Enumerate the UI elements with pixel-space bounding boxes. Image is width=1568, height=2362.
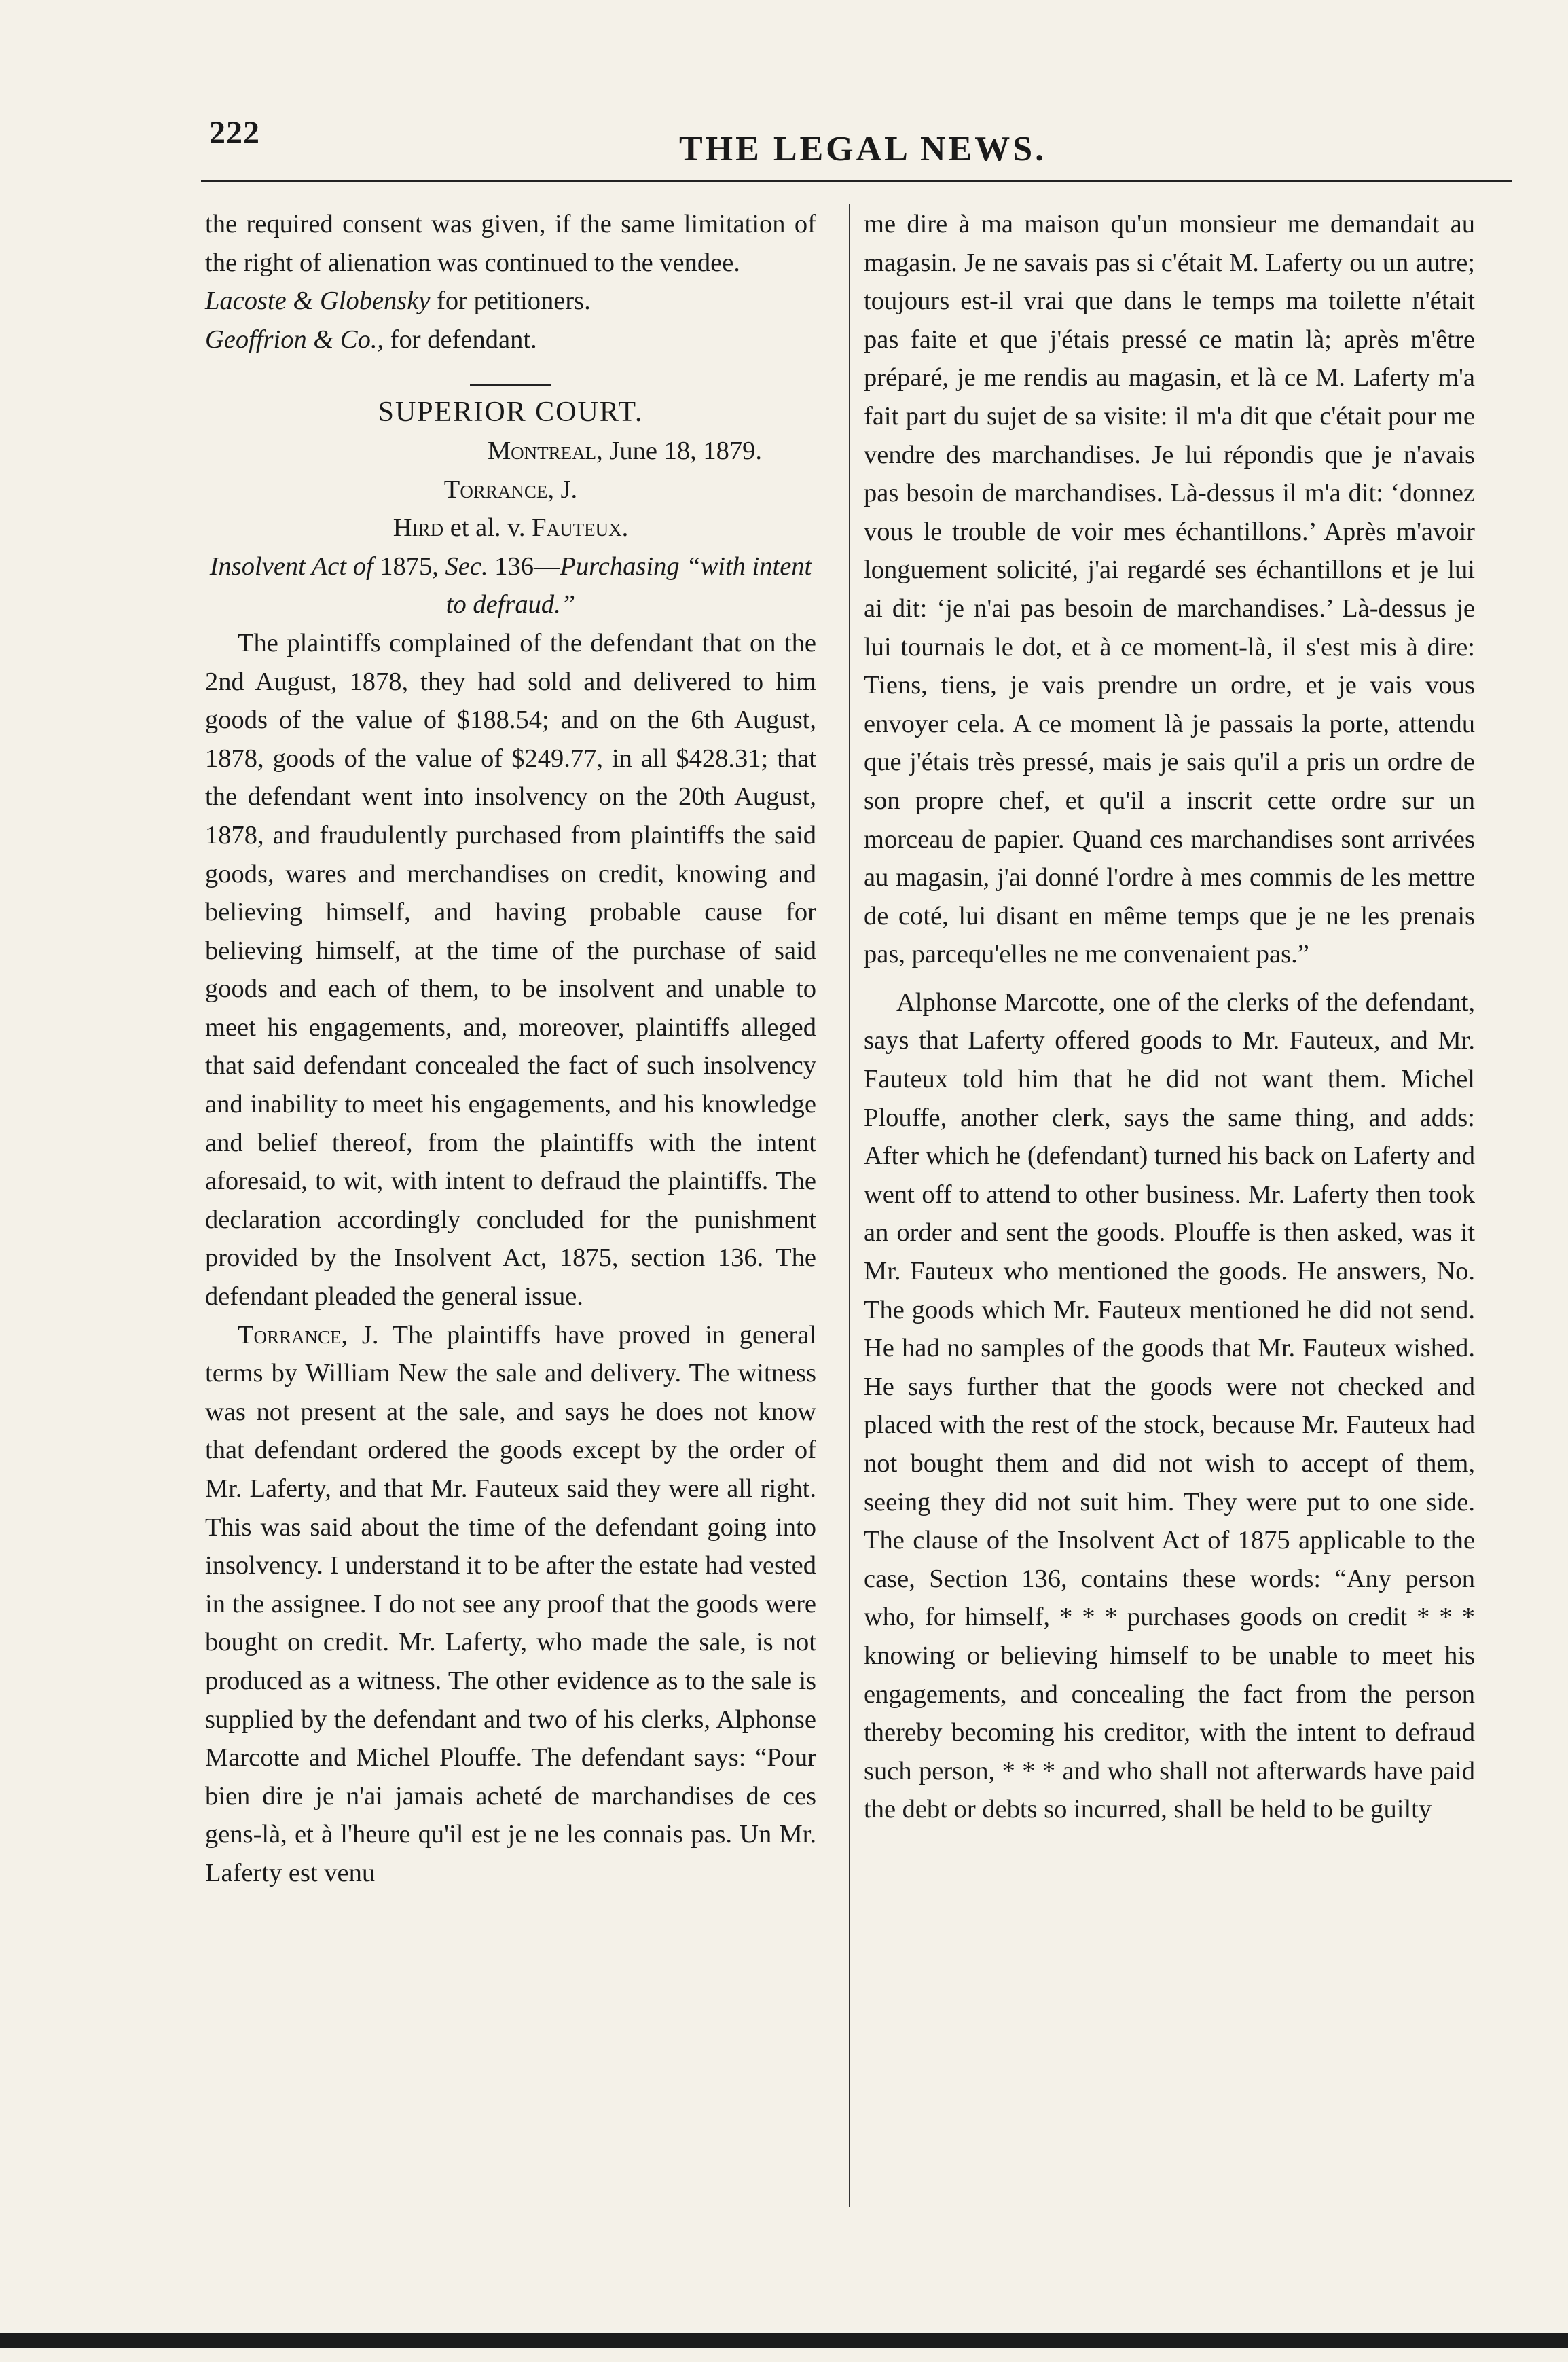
counsel-defendant-name: Geoffrion & Co. (205, 325, 378, 354)
summary-act: Insolvent Act of (209, 551, 373, 581)
section-divider (470, 384, 551, 386)
left-column (205, 205, 816, 1893)
right-column (864, 205, 1475, 1829)
defendant-name: Fauteux. (532, 513, 629, 543)
counsel-defendant (205, 321, 816, 359)
summary-section: Sec. (445, 551, 488, 581)
versus-text: et al. v. (443, 513, 532, 543)
counsel-petitioners-role: for petitioners. (430, 287, 591, 316)
case-summary (205, 547, 816, 624)
running-title: THE LEGAL NEWS. (679, 130, 1047, 168)
counsel-defendant-role: , for defendant. (377, 325, 537, 354)
summary-quote: “with intent to defraud.” (445, 551, 812, 619)
counsel-petitioners-name: Lacoste & Globensky (205, 287, 431, 316)
column-divider (849, 204, 850, 2207)
location-date-text: , June 18, 1879. (596, 436, 762, 465)
location-place: Montreal (487, 436, 597, 465)
body-paragraph: The plaintiffs complained of the defendant that on the 2nd August, 1878, they had sold and delivered to him goods of the value of $188.54; and on the 6th August, 1878, goods of the value of $249.77, in all $428.31; that the defendant went into insolvency on the 20th August, 1878, and fraudulently purchased from plaintiffs the said goods, wares and merchandises on credit, knowing and believing himself, and having probable cause for believing himself, at the time of the purchase of said goods and each of them, to be insolvent and unable to meet his engagements, and, moreover, plaintiffs alleged that said defendant concealed the fact of such insolvency and inability to meet his engagements, and his knowledge and belief thereof, from the plaintiffs with the intent aforesaid, to wit, with intent to defraud the plaintiffs. The declaration accordingly concluded for the punishment provided by the Insolvent Act, 1875, section 136. The defendant pleaded the general issue. (205, 628, 816, 1311)
body-paragraph (205, 1316, 816, 1893)
case-parties (205, 509, 816, 547)
header-rule (201, 180, 1512, 182)
paragraph-text: The plaintiffs have proved in general terms by William New the sale and delivery. The witness was not present at the sale, and says he does not know that defendant ordered the goods except by the order of Mr. Laferty, and that Mr. Fauteux said they were all right. This was said about the time of the defendant going into insolvency. I understand it to be after the estate had vested in the assignee. I do not see any proof that the goods were bought on credit. Mr. Laferty, who made the sale, is not produced as a witness. The other evidence as to the sale is supplied by the defendant and two of his clerks, Alphonse Marcotte and Michel Plouffe. The defendant says: “Pour bien dire je n'ai jamais acheté de marchandises de ces gens-là, et à l'heure qu'il est je ne les connais pas. Un Mr. Laferty est venu (205, 1320, 817, 1887)
summary-purchasing: Purchasing (560, 551, 680, 581)
page-bottom-edge (0, 2333, 1568, 2348)
judge-name: Torrance, J. (443, 475, 578, 504)
paragraph-judge: Torrance, J. (238, 1320, 379, 1349)
body-paragraph: me dire à ma maison qu'un monsieur me demandait au magasin. Je ne savais pas si c'était M. Laferty ou un autre; toujours est-il vrai que dans le temps ma toilette n'était pas faite et que j'étais pressé ce matin là; après m'être préparé, je me rendis au magasin, et là ce M. Laferty m'a fait part du sujet de sa visite: il m'a dit que c'était pour me vendre des marchandises. Je lui répondis que je n'avais pas besoin de marchandises. Là-dessus il m'a dit: ‘donnez vous le trouble de voir mes échantillons.’ Après m'avoir longuement solicité, j'ai regardé ses échantillons et je lui ai dit: ‘je n'ai pas besoin de marchandises.’ Là-dessus je lui tournais le dot, et à ce moment-là, il s'est mis à dire: Tiens, tiens, je vais prendre un ordre, et je vais vous envoyer cela. A ce moment là je passais la porte, attendu que j'étais très pressé, mais je sais qu'il a pris un ordre de son propre chef, et qu'il a inscrit cette ordre sur un morceau de papier. Quand ces marchandises sont arrivées au magasin, j'ai donné l'ordre à mes commis de les mettre de coté, lui disant en même temps que je ne les prenais pas, parcequ'elles ne me convenaient pas.” (864, 210, 1475, 969)
opening-text: the required consent was given, if the same limitation of the right of alienation was continued to the vendee. (205, 210, 816, 277)
body-paragraph: Alphonse Marcotte, one of the clerks of the defendant, says that Laferty offered goods to Mr. Fauteux, and Mr. Fauteux told him that he did not want them. Michel Plouffe, another clerk, says the same thing, and adds: After which he (defendant) turned his back on Laferty and went off to attend to other business. Mr. Laferty then took an order and sent the goods. Plouffe is then asked, was it Mr. Fauteux who mentioned the goods. He answers, No. The goods which Mr. Fauteux mentioned he did not send. He had no samples of the goods that Mr. Fauteux wished. He says further that the goods were not checked and placed with the rest of the stock, because Mr. Fauteux had not bought them and did not wish to accept of them, seeing they did not suit him. They were put to one side. The clause of the Insolvent Act of 1875 applicable to the case, Section 136, contains these words: “Any person who, for himself, * * * purchases goods on credit * * * knowing or believing himself to be unable to meet his engagements, and concealing the fact from the person thereby becoming his creditor, with the intent to defraud such person, * * * and who shall not afterwards have paid the debt or debts so incurred, shall be held to be guilty (864, 987, 1475, 1824)
summary-year: 1875, (373, 551, 445, 581)
counsel-petitioners (205, 282, 816, 321)
summary-section-num: 136— (488, 551, 560, 581)
court-title: SUPERIOR COURT. (378, 397, 644, 429)
location-date (205, 432, 816, 471)
page-number: 222 (209, 115, 260, 151)
plaintiff-name: Hird (393, 513, 444, 543)
